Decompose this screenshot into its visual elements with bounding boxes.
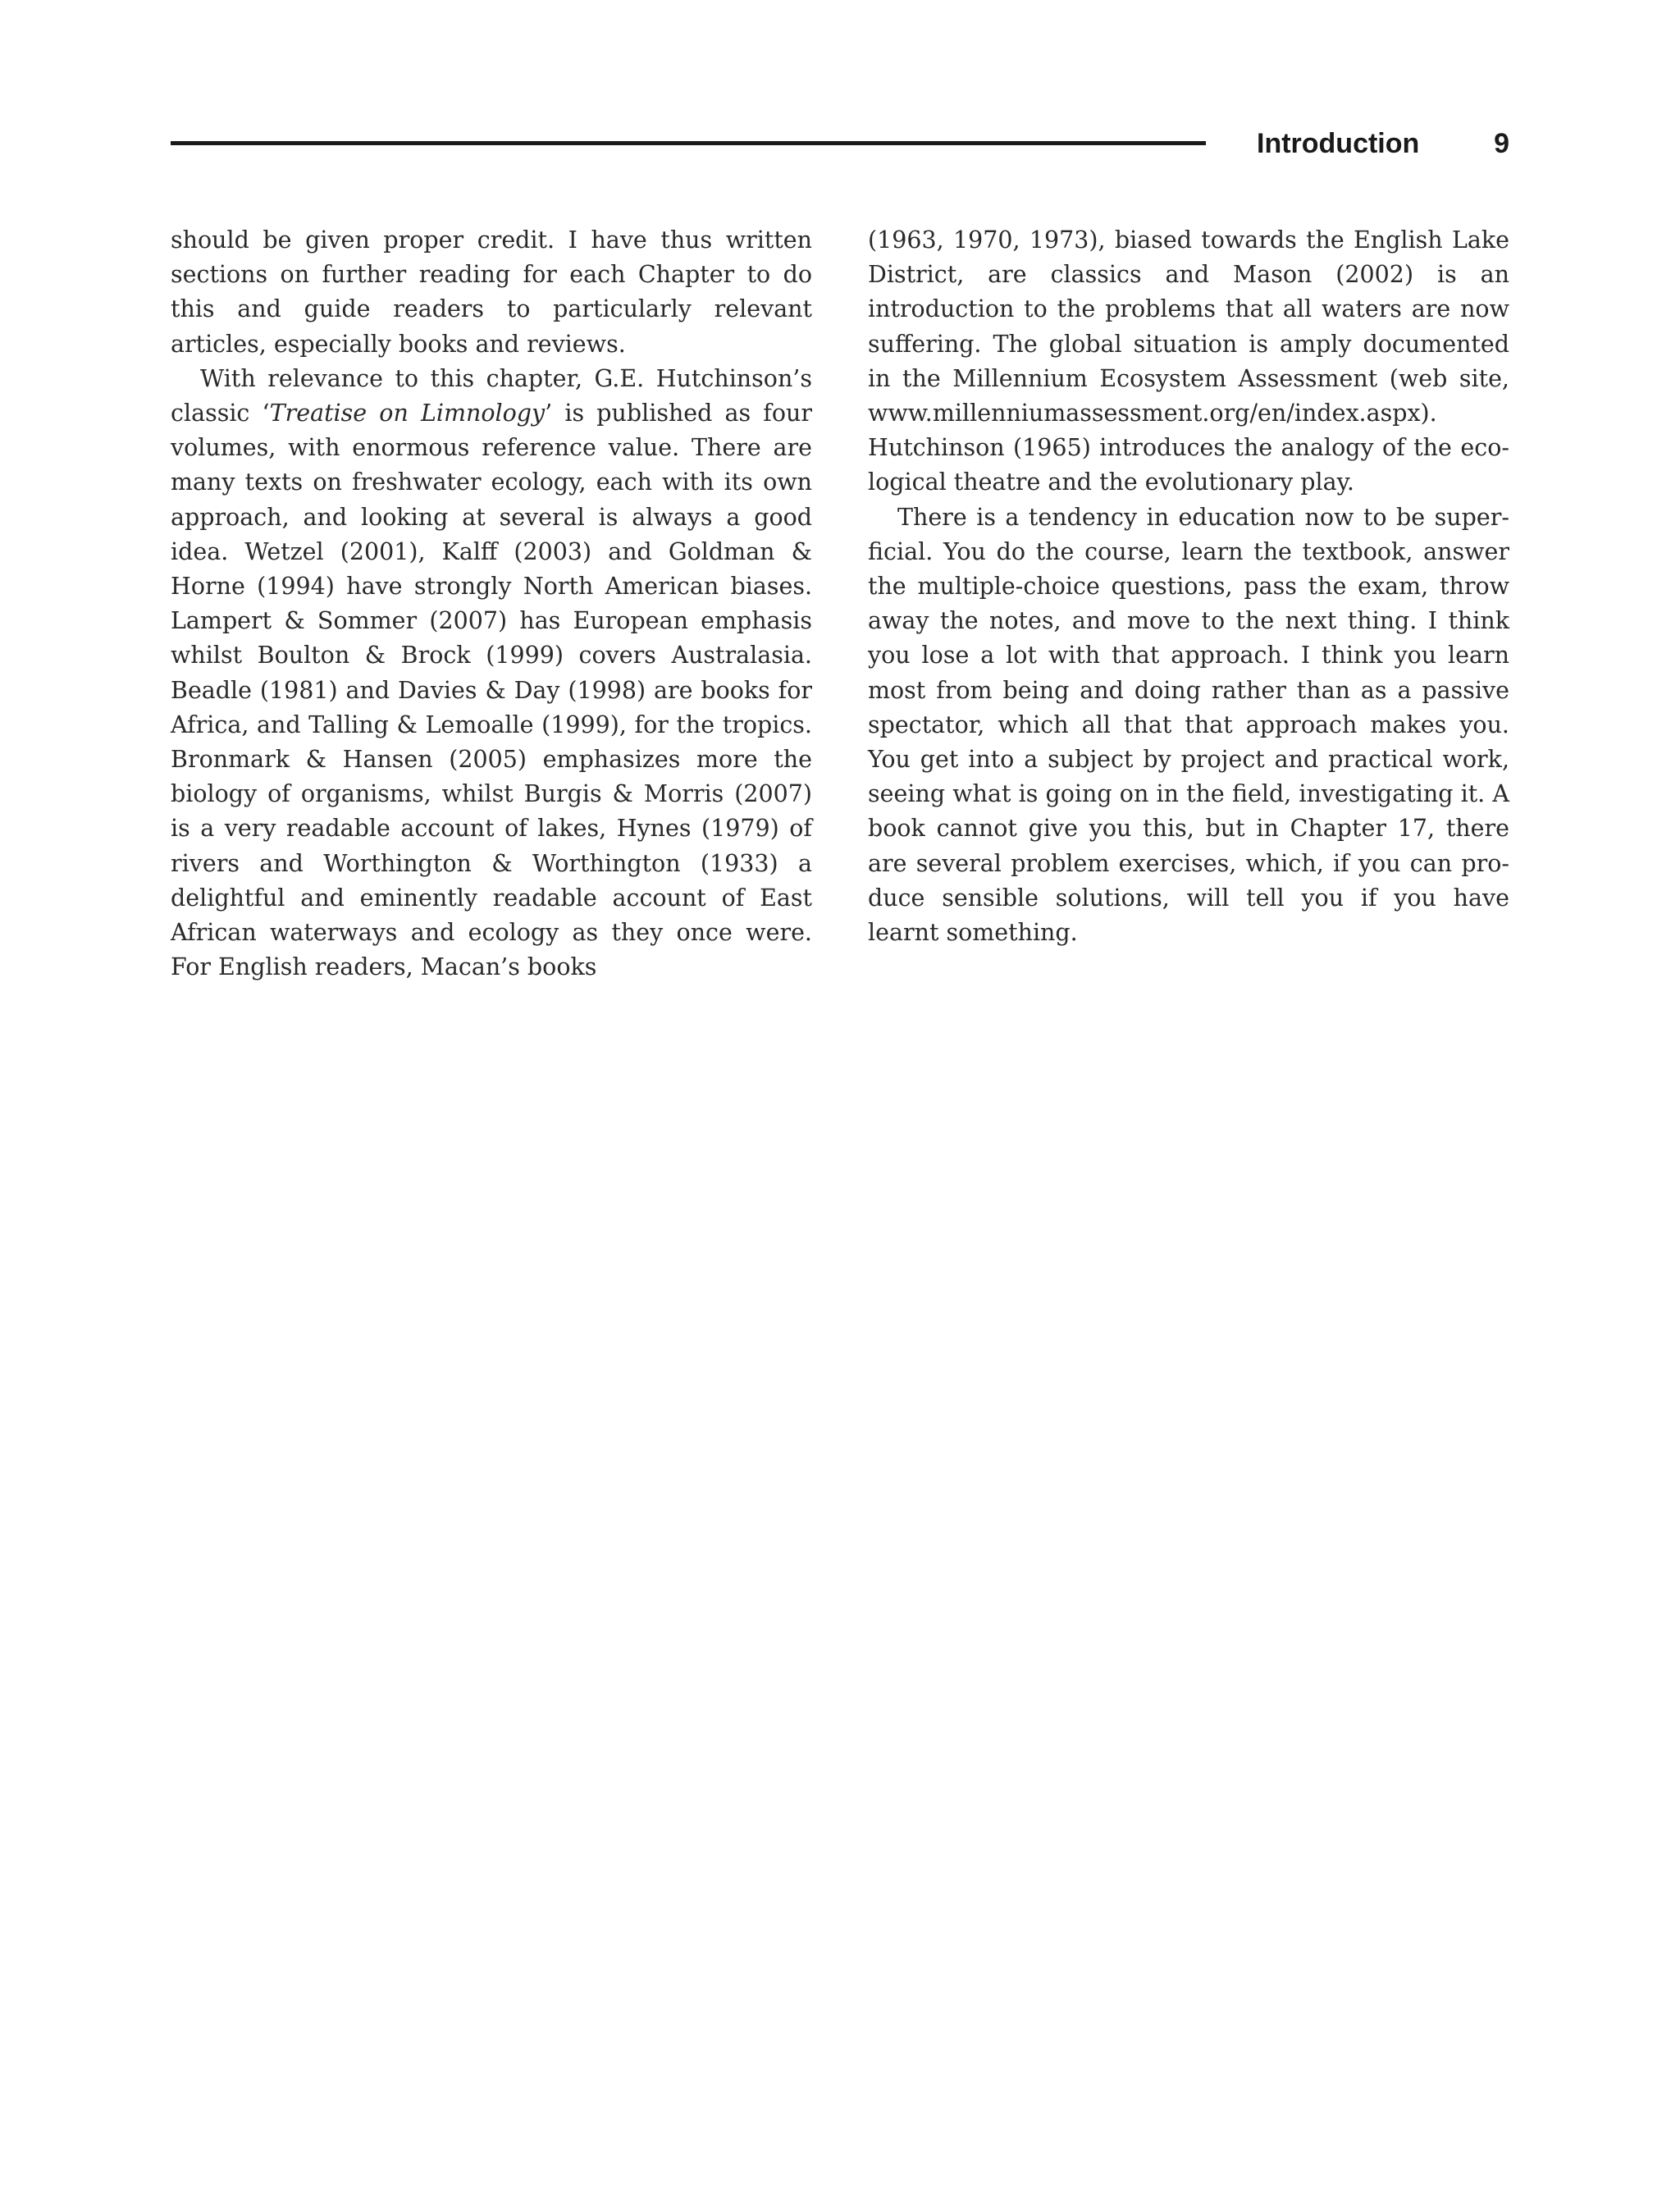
- page-number: 9: [1494, 128, 1509, 159]
- book-title: Treatise on Limnology: [269, 400, 546, 427]
- right-text-column: [868, 223, 1509, 950]
- running-header: [171, 121, 1509, 166]
- paragraph: should be given proper credit. I have thus written sections on further reading for each Chapter to do this and guide readers to particularly relevant articles, especially books and reviews.: [171, 226, 812, 358]
- left-text-column: [171, 223, 812, 985]
- paragraph: (1963, 1970, 1973), biased towards the English Lake District, are classics and Mason (2002) is an introduction to the problems that all waters are now suffering. The global situation is amply documented in the Millennium Ecosystem Assessment (web site, www.millenniumassessment.org/en/index.aspx). Hutchinson (1965) introduces the analogy of the ecological theatre and the evolutionary play.: [868, 226, 1509, 496]
- paragraph-text: ’ is published as four volumes, with enormous reference value. There are many texts on freshwater ecology, each with its own approach, and looking at several is always a good idea. Wetzel (2001), Kalff (2003) and Goldman & Horne (1994) have strongly North American biases. Lampert & Sommer (2007) has European emphasis whilst Boulton & Brock (1999) covers Australasia. Beadle (1981) and Davies & Day (1998) are books for Africa, and Talling & Lemoalle (1999), for the tropics. Bronmark & Hansen (2005) emphasizes more the biology of organisms, whilst Burgis & Morris (2007) is a very readable account of lakes, Hynes (1979) of rivers and Worthington & Worthington (1933) a delightful and eminently readable account of East African waterways and ecology as they once were. For English readers, Macan’s books: [171, 400, 812, 981]
- running-head-title: Introduction: [1257, 128, 1420, 159]
- header-rule: [171, 141, 1206, 145]
- paragraph: There is a tendency in education now to be superficial. You do the course, learn the textbook, answer the multiple-choice questions, pass the exam, throw away the notes, and move to the next thing. I think you lose a lot with that approach. I think you learn most from being and doing rather than as a passive spectator, which all that that approach makes you. You get into a subject by project and practical work, seeing what is going on in the field, investigating it. A book cannot give you this, but in Chapter 17, there are several problem exercises, which, if you can produce sensible solutions, will tell you if you have learnt something.: [868, 503, 1509, 947]
- paragraph: [171, 362, 812, 985]
- paragraph-text: With relevance to this chapter, G.E. Hutchinson’s classic ‘: [171, 364, 812, 427]
